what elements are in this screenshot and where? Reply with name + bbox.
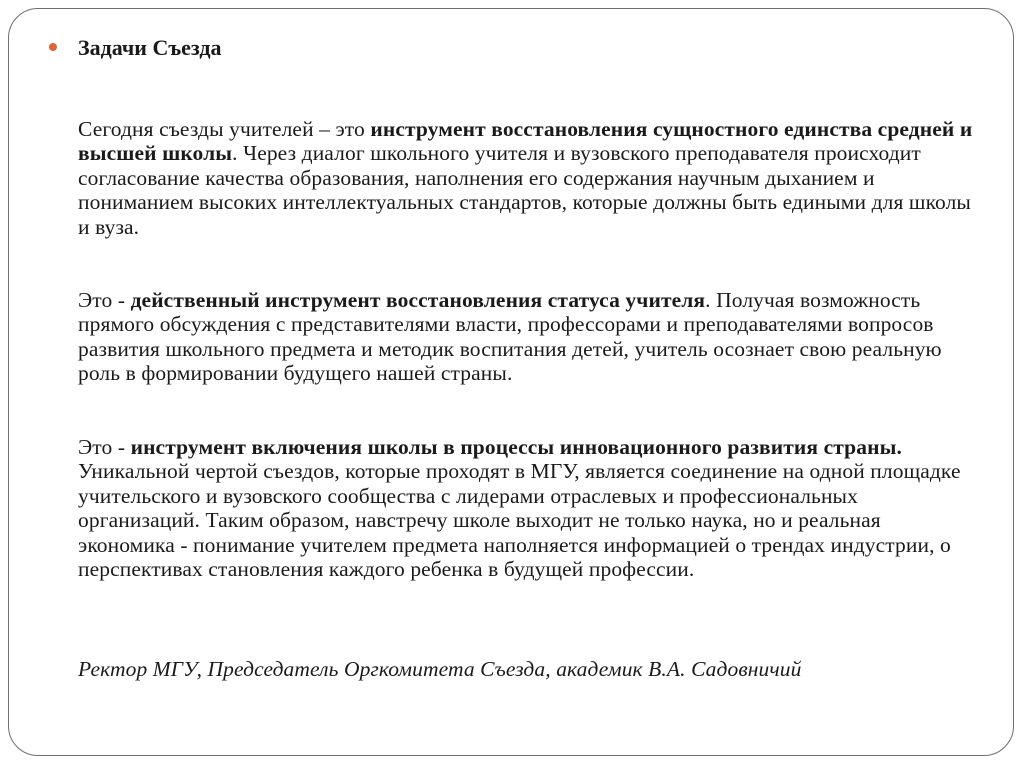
paragraph-3-text: Это -	[78, 435, 131, 459]
paragraph-2-bold: действенный инструмент восстановления статуса учителя	[130, 288, 706, 312]
slide-content	[78, 35, 978, 681]
paragraph-3	[78, 435, 978, 581]
paragraph-3-rest: Уникальной чертой съездов, которые проходят в МГУ, является соединение на одной площадке учительского и вузовского сообщества с лидерами отраслевых и профессиональных организаций. Таким образом, навстречу школе выходит не только наука, но и реальная экономика - понимание учителем предмета наполняется информацией о трендах индустрии, о перспективах становления каждого ребенка в будущей профессии.	[78, 459, 961, 582]
slide-heading: Задачи Съезда	[78, 35, 222, 60]
heading-row	[78, 35, 978, 63]
signature: Ректор МГУ, Председатель Оргкомитета Съезда, академик В.А. Садовничий	[78, 657, 802, 681]
paragraph-1	[78, 117, 978, 239]
paragraph-3-bold: инструмент включения школы в процессы инновационного развития страны.	[130, 435, 902, 459]
paragraph-2-text: Это -	[78, 288, 131, 312]
paragraph-2-rest: . Получая возможность прямого обсуждения с представителями власти, профессорами и преподавателями вопросов развития школьного предмета и методик воспитания детей, учитель осознает свою реальную роль в формировании будущего нашей страны.	[78, 288, 942, 386]
paragraph-2	[78, 288, 978, 386]
bullet-dot-icon	[49, 43, 57, 51]
paragraph-1-rest: . Через диалог школьного учителя и вузовского преподавателя происходит согласование качества образования, наполнения его содержания научным дыханием и пониманием высоких интеллектуальных стандартов, которые должны быть едиными для школы и вуза.	[78, 141, 971, 239]
slide-frame	[8, 8, 1014, 756]
paragraph-1-bold: инструмент восстановления сущностного единства средней и высшей школы	[78, 117, 973, 166]
paragraph-1-text: Сегодня съезды учителей – это	[78, 117, 371, 141]
